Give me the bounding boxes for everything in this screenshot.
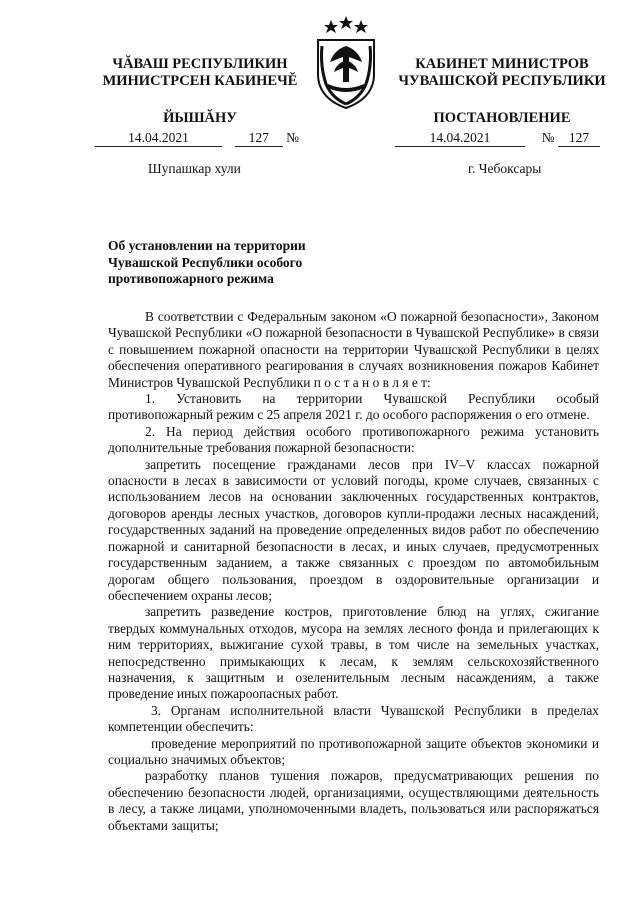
header-right-russian (392, 56, 612, 127)
right-doc-type: ПОСТАНОВЛЕНИЕ (433, 110, 571, 126)
document-title (108, 238, 338, 288)
title-line2: Чувашской Республики особого (108, 254, 303, 270)
left-number: 127 (235, 130, 283, 147)
paragraph-forest-ban: запретить посещение гражданами лесов при IV–V классах пожарной опасности в лесах в зависимости от условий погоды, кроме случаев, связанных с использованием лесов на основании заключенных государственных контрактов, договоров аренды лесных участков, договоров купли-продажи лесных насаждений, государственных заданий на проведение определенных видов работ по обеспечению пожарной и санитарной безопасности в лесах, и иных случаев, предусмотренных государственным заданием, а также связанных с проездом по автомобильным дорогам общего пользования, проездом в оздоровительные организации и обеспечением охраны лесов; (108, 456, 599, 603)
right-number-sign: № (541, 130, 555, 145)
paragraph-item-1: 1. Установить на территории Чувашской Республики особый противопожарный режим с 25 апреля 2021 г. до особого распоряжения о его отмене. (108, 391, 599, 423)
right-org-line2: ЧУВАШСКОЙ РЕСПУБЛИКИ (398, 73, 606, 89)
right-date: 14.04.2021 (395, 130, 525, 147)
paragraph-fire-plans: разработку планов тушения пожаров, предусматривающих решения по обеспечению безопасности людей, организациями, осуществляющими деятельность в лесу, а также лицами, уполномоченными владеть, пользоваться или распоряжаться объектами защиты; (108, 768, 599, 833)
document-header (0, 0, 640, 200)
title-line3: противопожарного режима (108, 271, 274, 286)
left-city: Шупашкар хули (148, 161, 241, 176)
left-date-number-line (95, 130, 299, 146)
right-city: г. Чебоксары (468, 161, 542, 176)
right-date-number-line (395, 130, 600, 146)
left-date: 14.04.2021 (95, 130, 222, 147)
right-number: 127 (558, 130, 600, 147)
left-doc-type: ЙЫШĂНУ (163, 110, 237, 126)
coat-of-arms-emblem (306, 16, 386, 112)
left-org-line1: ЧĂВАШ РЕСПУБЛИКИН (112, 56, 288, 72)
paragraph-protection-measures: проведение мероприятий по противопожарной защите объектов экономики и социально значимых объектов; (108, 735, 599, 767)
paragraph-item-3: 3. Органам исполнительной власти Чувашской Республики в пределах компетенции обеспечить: (108, 702, 599, 735)
left-number-sign: № (286, 130, 300, 145)
title-line1: Об установлении на территории (108, 238, 306, 253)
paragraph-item-2: 2. На период действия особого противопожарного режима установить дополнительные требования пожарной безопасности: (108, 423, 599, 456)
paragraph-fire-ban: запретить разведение костров, приготовление блюд на углях, сжигание твердых коммунальных отходов, мусора на землях лесного фонда и прилегающих к ним территориях, выжигание сухой травы, в том числе на земельных участках, непосредственно примыкающих к лесам, к землям сельскохозяйственного назначения, к защитным и озеленительным лесным насаждениям, а также проведение иных пожароопасных работ. (108, 604, 599, 702)
document-body (108, 309, 599, 834)
right-org-line1: КАБИНЕТ МИНИСТРОВ (415, 56, 589, 72)
left-org-line2: МИНИСТРСЕН КАБИНЕЧĔ (102, 73, 298, 89)
paragraph-preamble: В соответствии с Федеральным законом «О пожарной безопасности», Законом Чувашской Республики «О пожарной безопасности в Чувашской Республике» в связи с повышением пожарной опасности на территории Чувашской Республики в целях обеспечения оперативного реагирования в случаях возникновения пожаров Кабинет Министров Чувашской Республики п о с т а н о в л я е т: (108, 309, 599, 390)
header-left-chuvash (95, 56, 305, 127)
